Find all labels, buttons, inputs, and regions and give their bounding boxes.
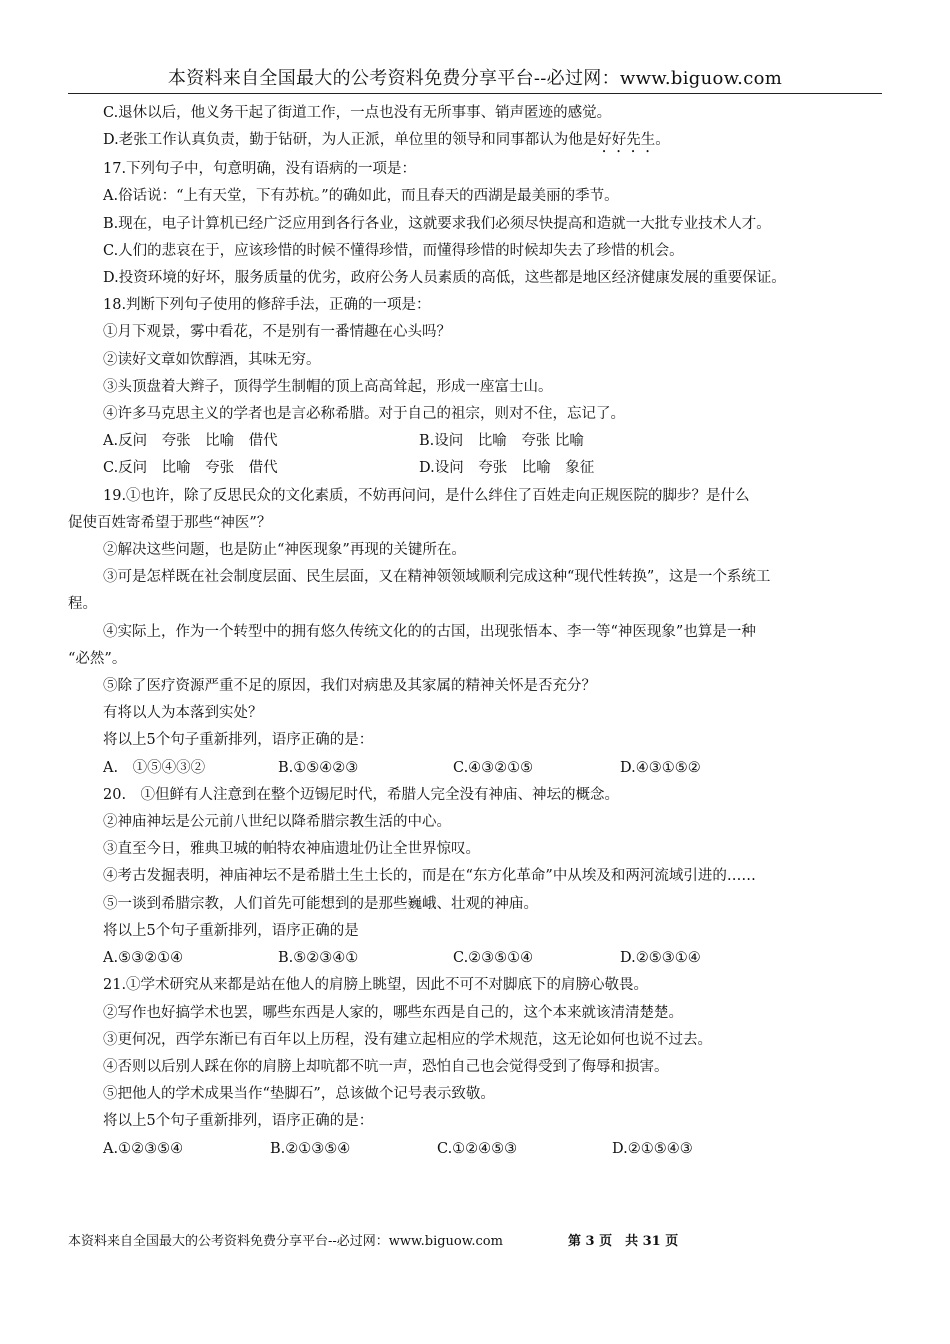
q18-sentence-3: ③头顶盘着大辫子，顶得学生制帽的顶上高高耸起，形成一座富士山。 bbox=[103, 378, 553, 395]
q17-stem: 17.下列句子中，句意明确，没有语病的一项是： bbox=[103, 161, 417, 178]
q18-option-c: C.反问 比喻 夸张 借代 bbox=[103, 460, 278, 477]
q17-option-b: B.现在，电子计算机已经广泛应用到各行各业，这就要求我们必须尽快提高和造就一大批专业技术人才。 bbox=[103, 215, 771, 232]
q21-options bbox=[103, 1136, 883, 1163]
q19-sentence-3-cont: 程。 bbox=[68, 596, 97, 613]
q19-sentence-4: ④实际上，作为一个转型中的拥有悠久传统文化的的古国，出现张悟本、李一等“神医现象”也算是一种 bbox=[103, 623, 756, 640]
q16-option-d-end: 。 bbox=[655, 132, 670, 149]
q19-option-d: D.④③①⑤② bbox=[620, 759, 701, 776]
q20-sentence-5: ⑤一谈到希腊宗教，人们首先可能想到的是那些巍峨、壮观的神庙。 bbox=[103, 895, 538, 912]
q20-option-c: C.②③⑤①④ bbox=[453, 950, 534, 967]
q20-sentence-2: ②神庙神坛是公元前八世纪以降希腊宗教生活的中心。 bbox=[103, 814, 451, 831]
q19-sentence-6: 有将以人为本落到实处？ bbox=[103, 705, 263, 722]
q21-instruction: 将以上5个句子重新排列，语序正确的是： bbox=[103, 1113, 374, 1130]
q18-sentence-4: ④许多马克思主义的学者也是言必称希腊。对于自己的祖宗，则对不住，忘记了。 bbox=[103, 406, 625, 423]
q21-sentence-4: ④否则以后别人踩在你的肩膀上却吭都不吭一声，恐怕自己也会觉得受到了侮辱和损害。 bbox=[103, 1058, 669, 1075]
q19-sentence-4-cont: “必然”。 bbox=[68, 650, 127, 667]
q21-sentence-2: ②写作也好搞学术也罢，哪些东西是人家的，哪些东西是自己的，这个本来就该清清楚楚。 bbox=[103, 1004, 683, 1021]
q19-options bbox=[103, 755, 883, 782]
q21-option-d: D.②①⑤④③ bbox=[612, 1140, 693, 1157]
q19-sentence-2: ②解决这些问题，也是防止“神医现象”再现的关键所在。 bbox=[103, 542, 466, 559]
q19-sentence-1: 19.①也许，除了反思民众的文化素质，不妨再问问，是什么绊住了百姓走向正规医院的脚步？是什么 bbox=[103, 487, 750, 504]
q16-option-d-text: D.老张工作认真负责，勤于钻研，为人正派，单位里的领导和同事都认为他是 bbox=[103, 132, 598, 149]
q18-options-row-1 bbox=[103, 428, 883, 455]
q18-option-b: B.设问 比喻 夸张 比喻 bbox=[419, 433, 584, 450]
q19-sentence-3: ③可是怎样既在社会制度层面、民生层面，又在精神领领域顺利完成这种“现代性转换”，这是一个系统工 bbox=[103, 569, 771, 586]
q17-option-d: D.投资环境的好坏，服务质量的优劣，政府公务人员素质的高低，这些都是地区经济健康发展的重要保证。 bbox=[103, 270, 786, 287]
q20-option-b: B.⑤②③④① bbox=[278, 950, 359, 967]
q21-sentence-5: ⑤把他人的学术成果当作“垫脚石”，总该做个记号表示致敬。 bbox=[103, 1086, 495, 1103]
q17-option-a: A.俗话说：“上有天堂，下有苏杭。”的确如此，而且春天的西湖是最美丽的季节。 bbox=[103, 188, 619, 205]
q19-instruction: 将以上5个句子重新排列，语序正确的是： bbox=[103, 732, 374, 749]
q19-sentence-1-cont: 促使百姓寄希望于那些“神医”？ bbox=[68, 514, 272, 531]
q18-options-row-2 bbox=[103, 455, 883, 482]
q18-stem: 18.判断下列句子使用的修辞手法，正确的一项是： bbox=[103, 297, 431, 314]
header-divider bbox=[68, 93, 882, 94]
q19-sentence-5: ⑤除了医疗资源严重不足的原因，我们对病患及其家属的精神关怀是否充分？ bbox=[103, 678, 596, 695]
q21-sentence-3: ③更何况，西学东渐已有百年以上历程，没有建立起相应的学术规范，这无论如何也说不过去。 bbox=[103, 1031, 712, 1048]
footer-source: 本资料来自全国最大的公考资料免费分享平台--必过网：www.biguow.com bbox=[68, 1234, 503, 1249]
q16-option-c: C.退休以后，他义务干起了街道工作，一点也没有无所事事、销声匿迹的感觉。 bbox=[103, 105, 612, 121]
q21-option-b: B.②①③⑤④ bbox=[270, 1140, 351, 1157]
q17-option-c: C.人们的悲哀在于，应该珍惜的时候不懂得珍惜，而懂得珍惜的时候却失去了珍惜的机会。 bbox=[103, 242, 684, 259]
page-header: 本资料来自全国最大的公考资料免费分享平台--必过网：www.biguow.com bbox=[167, 68, 783, 89]
q19-option-c: C.④③②①⑤ bbox=[453, 759, 534, 776]
q18-option-a: A.反问 夸张 比喻 借代 bbox=[103, 433, 278, 450]
q20-sentence-3: ③直至今日，雅典卫城的帕特农神庙遗址仍让全世界惊叹。 bbox=[103, 841, 480, 858]
q20-options bbox=[103, 945, 883, 972]
q20-instruction: 将以上5个句子重新排列，语序正确的是 bbox=[103, 922, 359, 939]
q19-option-a: A. ①⑤④③② bbox=[103, 759, 206, 776]
q19-option-b: B.①⑤④②③ bbox=[278, 759, 359, 776]
q16-option-d bbox=[103, 127, 883, 156]
q21-option-c: C.①②④⑤③ bbox=[437, 1140, 518, 1157]
q21-option-a: A.①②③⑤④ bbox=[103, 1140, 184, 1157]
q20-option-a: A.⑤③②①④ bbox=[103, 950, 184, 967]
q18-sentence-2: ②读好文章如饮醇酒，其味无穷。 bbox=[103, 351, 321, 368]
page-content bbox=[68, 100, 883, 1163]
q20-sentence-4: ④考古发掘表明，神庙神坛不是希腊土生土长的，而是在“东方化革命”中从埃及和两河流域引进的…… bbox=[103, 868, 756, 885]
q18-option-d: D.设问 夸张 比喻 象征 bbox=[419, 460, 595, 477]
q21-sentence-1: 21.①学术研究从来都是站在他人的肩膀上眺望，因此不可不对脚底下的肩膀心敬畏。 bbox=[103, 977, 649, 994]
q20-sentence-1: 20. ①但鲜有人注意到在整个迈锡尼时代，希腊人完全没有神庙、神坛的概念。 bbox=[103, 786, 620, 803]
emphasized-phrase: 好好先生 bbox=[597, 132, 656, 149]
q20-option-d: D.②⑤③①④ bbox=[620, 950, 701, 967]
q18-sentence-1: ①月下观景，雾中看花，不是别有一番情趣在心头吗？ bbox=[103, 324, 451, 341]
footer-page-number: 第 3 页 共 31 页 bbox=[568, 1234, 679, 1249]
